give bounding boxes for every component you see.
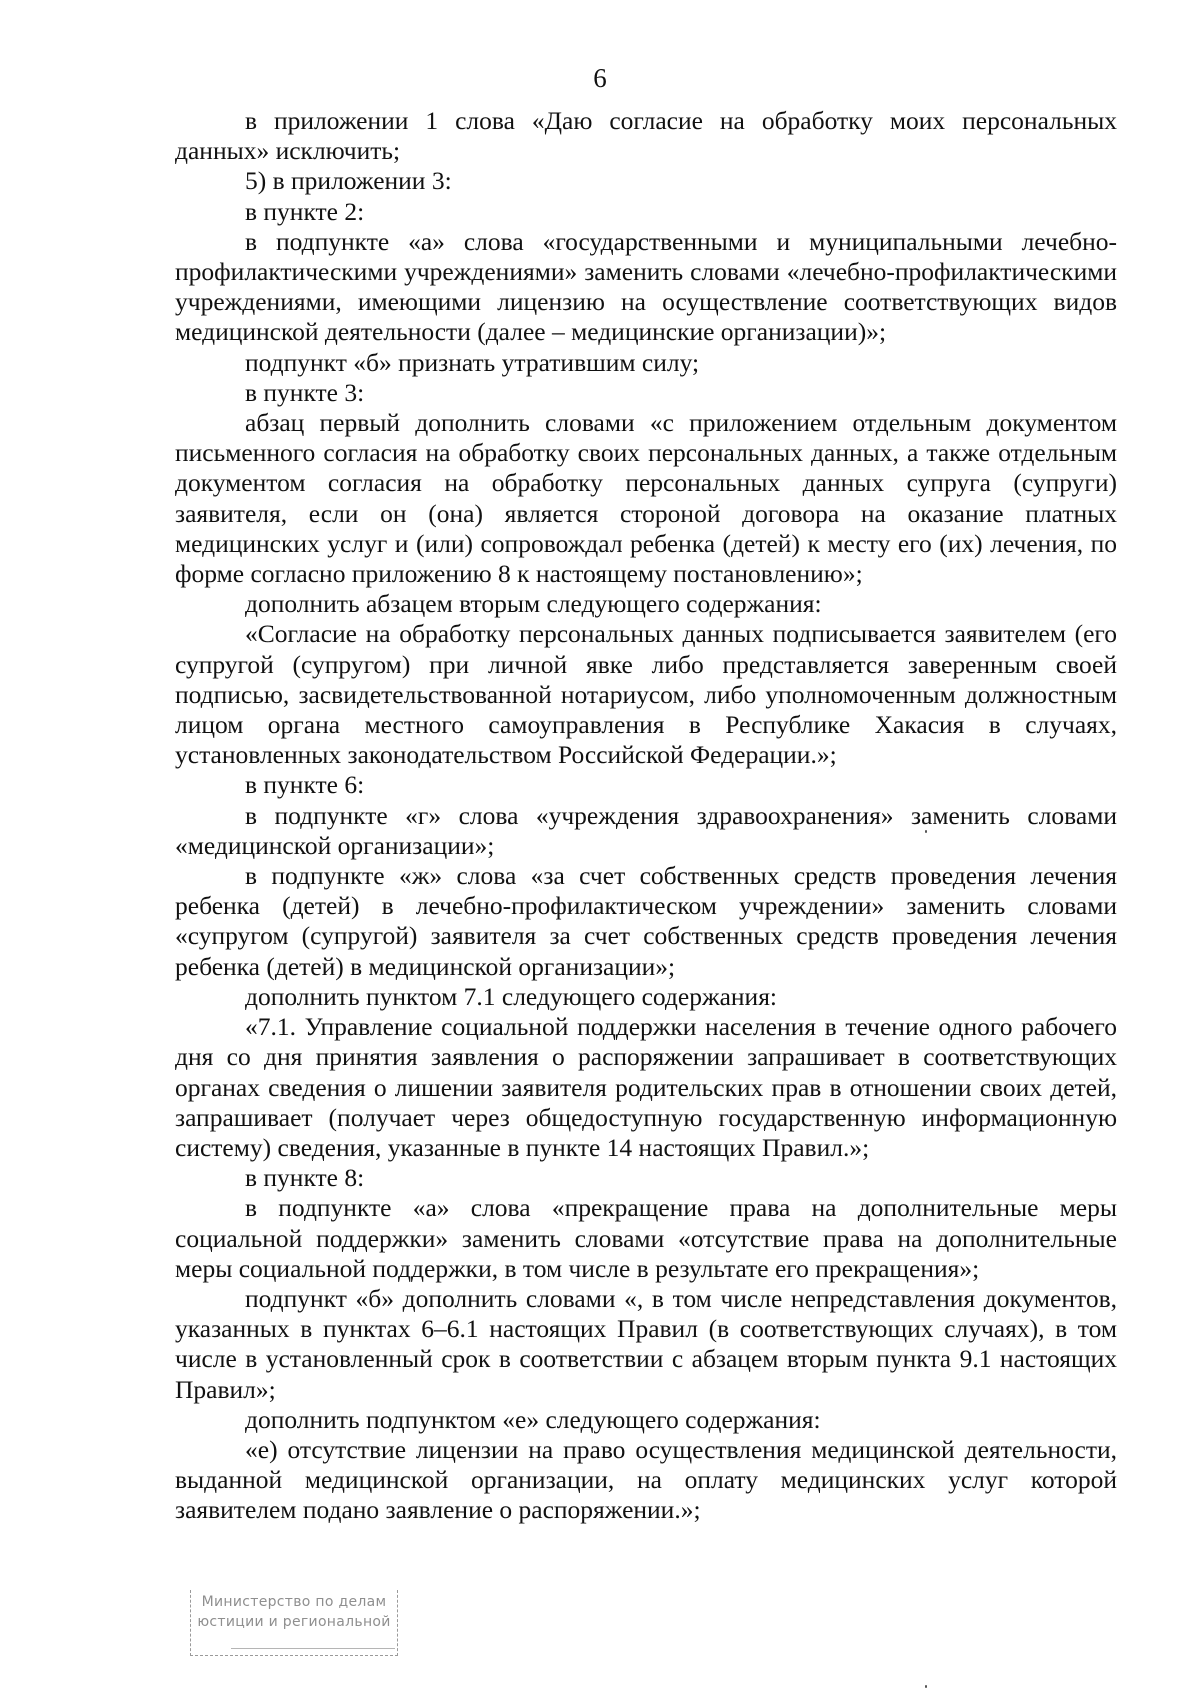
paragraph: «7.1. Управление социальной поддержки населения в течение одного рабочего дня со дня принятия заявления о распоряжении запрашивает в соответствующих органах сведения о лишении заявителя родительских прав в отношении своих детей, запрашивает (получает через общедоступную государственную информационную систему) сведения, указанные в пункте 14 настоящих Правил.»; <box>175 1012 1117 1162</box>
stamp-line-1: Министерство по делам <box>201 1594 387 1610</box>
paragraph: в пункте 8: <box>245 1163 365 1193</box>
paragraph: дополнить подпунктом «е» следующего содержания: <box>245 1404 821 1434</box>
paragraph: 5) в приложении 3: <box>245 166 452 196</box>
stamp-line-2: юстиции и региональной <box>197 1614 391 1630</box>
paragraph: в подпункте «г» слова «учреждения здравоохранения» заменить словами «медицинской организации»; <box>175 800 1117 860</box>
document-body <box>175 106 1117 1526</box>
paragraph: подпункт «б» признать утратившим силу; <box>245 347 700 377</box>
paragraph: абзац первый дополнить словами «с приложением отдельным документом письменного согласия на обработку своих персональных данных, а также отдельным документом согласия на обработку персональных данных супруга (супруги) заявителя, если он (она) является стороной договора на оказание платных медицинских услуг и (или) сопровождал ребенка (детей) к месту его (их) лечения, по форме согласно приложению 8 к настоящему постановлению»; <box>175 408 1117 589</box>
paragraph: дополнить пунктом 7.1 следующего содержания: <box>245 981 778 1011</box>
paragraph: «Согласие на обработку персональных данных подписывается заявителем (его супругой (супругом) при личной явке либо представляется заверенным своей подписью, засвидетельствованной нотариусом, либо уполномоченным должностным лицом органа местного самоуправления в Республике Хакасия в случаях, установленных законодательством Российской Федерации.»; <box>175 619 1117 770</box>
paragraph: в пункте 2: <box>245 196 365 226</box>
scan-speck <box>925 830 927 833</box>
paragraph: «е) отсутствие лицензии на право осуществления медицинской деятельности, выданной медицинской организации, на оплату медицинских услуг которой заявителем подано заявление о распоряжении.»; <box>175 1434 1117 1525</box>
paragraph: в подпункте «а» слова «государственными и муниципальными лечебно-профилактическими учреждениями» заменить словами «лечебно-профилактическими учреждениями, имеющими лицензию на осуществление соответствующих видов медицинской деятельности (далее – медицинские организации)»; <box>175 226 1117 347</box>
paragraph: в подпункте «ж» слова «за счет собственных средств проведения лечения ребенка (детей) в лечебно-профилактическом учреждении» заменить словами «супругом (супругой) заявителя за счет собственных средств проведения лечения ребенка (детей) в медицинской организации»; <box>175 861 1117 981</box>
page-number: 6 <box>593 63 607 93</box>
scan-speck <box>925 1685 927 1688</box>
paragraph: в пункте 6: <box>245 770 365 800</box>
paragraph: дополнить абзацем вторым следующего содержания: <box>245 589 822 619</box>
ministry-stamp <box>190 1590 398 1656</box>
paragraph: в пункте 3: <box>245 377 365 407</box>
paragraph: подпункт «б» дополнить словами «, в том числе непредставления документов, указанных в пунктах 6–6.1 настоящих Правил (в соответствующих случаях), в том числе в установленный срок в соответствии с абзацем вторым пункта 9.1 настоящих Правил»; <box>175 1283 1117 1404</box>
paragraph: в приложении 1 слова «Даю согласие на обработку моих персональных данных» исключить; <box>175 106 1117 166</box>
paragraph: в подпункте «а» слова «прекращение права на дополнительные меры социальной поддержки» заменить словами «отсутствие права на дополнительные меры социальной поддержки, в том числе в результате его прекращения»; <box>175 1193 1117 1283</box>
stamp-underline <box>231 1648 395 1649</box>
